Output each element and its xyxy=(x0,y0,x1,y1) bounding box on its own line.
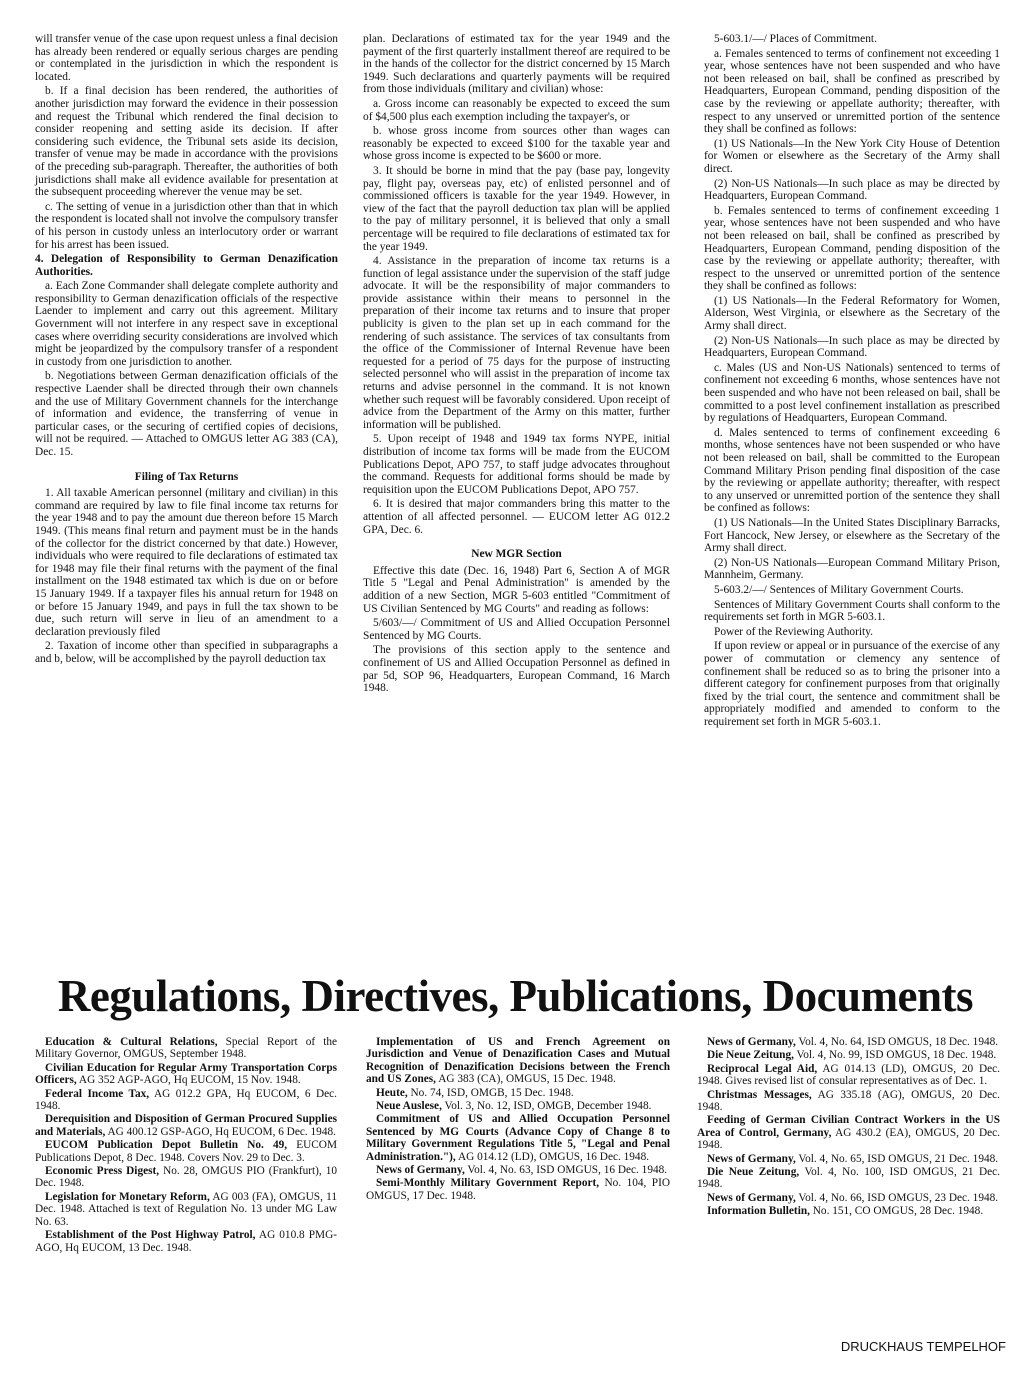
paragraph: d. Males sentenced to terms of confinement exceeding 6 months, whose sentences have not been suspended or who have not been released on bail, shall be committed to the European Command Military Prison pending final disposition of the case by the reviewing or appellate authority; thereafter, with respect to any unserved or unremitted portion of the sentence they shall be confined as follows: xyxy=(704,426,1000,515)
publication-details: Special Report of the Military Governor, OMGUS, September 1948. xyxy=(35,1036,337,1061)
section-banner-heading: Regulations, Directives, Publications, Documents xyxy=(57,971,974,1021)
publication-details: AG 014.13 (LD), OMGUS, 20 Dec. 1948. Gives revised list of consular representatives as of Dec. 1. xyxy=(697,1062,1001,1088)
paragraph: 1. All taxable American personnel (military and civilian) in this command are required by law to file final income tax returns for the year 1948 and to pay the amount due thereon before 15 March 1949. (This means final return and payment must be in the hands of the collector for the district concerned by that date.) However, individuals who were required to file declarations of estimated tax for 1948 may file their final returns with the payment of the final installment on the 1948 estimated tax which is due on or before 15 January 1949. If a taxpayer files his annual return for 1948 on or before 15 January 1949, and pays in full the tax shown to be due, such return will serve in lieu of an amendment to a declaration previously filed xyxy=(35,487,338,638)
publication-details: AG 352 AGP-AGO, Hq EUCOM, 15 Nov. 1948. xyxy=(76,1074,301,1087)
publication-title: News of Germany, xyxy=(707,1152,796,1165)
publication-title: Reciprocal Legal Aid, xyxy=(707,1062,818,1075)
publication-entry xyxy=(35,1062,337,1087)
publications-list-column-1 xyxy=(35,1036,337,1255)
publication-details: No. 151, CO OMGUS, 28 Dec. 1948. xyxy=(809,1205,984,1218)
publication-title: News of Germany, xyxy=(376,1164,465,1177)
publication-title: Heute, xyxy=(376,1086,408,1099)
publication-title: Information Bulletin, xyxy=(707,1205,810,1218)
publication-entry xyxy=(35,1229,337,1254)
publication-entry xyxy=(697,1166,1000,1191)
publication-title: Die Neue Zeitung, xyxy=(707,1166,800,1179)
publication-entry xyxy=(697,1114,1000,1151)
publication-entry xyxy=(697,1192,1000,1204)
paragraph: b. whose gross income from sources other than wages can reasonably be expected to exceed $100 for the taxable year and whose gross income is expected to be $600 or more. xyxy=(363,125,670,163)
publication-details: Vol. 4, No. 99, ISD OMGUS, 18 Dec. 1948. xyxy=(793,1049,997,1062)
publication-title: Implementation of US and French Agreement on Jurisdiction and Venue of Denazification Cases and Mutual Recognition of Denazification Decisions between the French and US Zones, xyxy=(366,1036,670,1086)
section-heading: Filing of Tax Returns xyxy=(134,470,239,483)
publication-details: No. 28, OMGUS PIO (Frankfurt), 10 Dec. 1948. xyxy=(35,1165,337,1190)
publication-title: Christmas Messages, xyxy=(707,1088,812,1101)
paragraph: 5. Upon receipt of 1948 and 1949 tax forms NYPE, initial distribution of income tax forms will be made from the EUCOM Publications Depot, APO 757, to staff judge advocates throughout the command. Requests for additional forms should be made by requisition upon the EUCOM Publications Depot, APO 757. xyxy=(363,433,670,496)
publication-title: Commitment of US and Allied Occupation Personnel Sentenced by MG Courts (Advance Copy of Change 8 to Military Government Regulations Title 5, "Legal and Penal Administration."), xyxy=(366,1113,670,1163)
paragraph: If upon review or appeal or in pursuance of the exercise of any power of commutation or clemency any sentence of confinement shall be reduced so as to bring the prisoner into a different category for confinement purposes from that originally fixed by the trial court, the sentence and commitment shall be appropriately modified and amended to conform to the requirement set forth in MGR 5-603.1. xyxy=(704,640,1000,728)
publication-entry xyxy=(35,1088,337,1113)
paragraph: (1) US Nationals—In the New York City House of Detention for Women or elsewhere as the Secretary of the Army shall direct. xyxy=(704,137,1000,175)
publication-entry xyxy=(366,1177,670,1202)
printer-credit: DRUCKHAUS TEMPELHOF xyxy=(840,1339,1006,1354)
publication-title: Establishment of the Post Highway Patrol, xyxy=(45,1229,256,1242)
paragraph: a. Gross income can reasonably be expected to exceed the sum of $4,500 plus each exemption including the taxpayer's, or xyxy=(363,97,670,123)
paragraph: 4. Assistance in the preparation of income tax returns is a function of legal assistance under the supervision of the staff judge advocate. It will be the responsibility of major commanders to provide assistance within their means to personnel in the preparation of their income tax returns and to insure that proper publicity is given to the plan set up in each command for the rendering of such assistance. The services of tax consultants from the office of the Commissioner of Internal Revenue have been requested for a period of 75 days for the purpose of instructing selected personnel who will assist in the preparation of income tax returns and advise personnel in the command. It is not known whether such request will be favorably considered. Upon receipt of advice from the Department of the Army on this matter, further information will be published. xyxy=(363,255,670,431)
paragraph: 3. It should be borne in mind that the pay (base pay, longevity pay, flight pay, overseas pay, etc) of enlisted personnel and of commissioned officers is taxable for the year 1949. However, in view of the fact that the payroll deduction tax plan will be applied to the pay of military personnel, it is believed that only a small percentage will be required to file declarations of estimated tax for the year 1949. xyxy=(363,164,670,253)
publication-details: AG 383 (CA), OMGUS, 15 Dec. 1948. xyxy=(436,1073,616,1086)
publication-details: AG 010.8 PMG-AGO, Hq EUCOM, 13 Dec. 1948. xyxy=(35,1229,337,1254)
publication-entry xyxy=(35,1113,337,1138)
paragraph: 5-603.1/—/ Places of Commitment. xyxy=(714,33,877,45)
publication-details: Vol. 4, No. 65, ISD OMGUS, 21 Dec. 1948. xyxy=(795,1152,999,1165)
publication-entry xyxy=(35,1139,337,1164)
publication-entry xyxy=(697,1153,1000,1165)
paragraph: b. Females sentenced to terms of confinement exceeding 1 year, whose sentences have not been suspended and who have not been released on bail, shall be confined as prescribed by Headquarters, European Command, pending disposition of the case by the reviewing or appellate authority; thereafter, with respect to the unserved or unremitted portion of the sentence they shall be confined as follows: xyxy=(704,204,1000,293)
publication-details: Vol. 4, No. 63, ISD OMGUS, 16 Dec. 1948. xyxy=(464,1164,668,1177)
paragraph: (2) Non-US Nationals—In such place as may be directed by Headquarters, European Command. xyxy=(704,334,1000,360)
publication-details: Vol. 4, No. 64, ISD OMGUS, 18 Dec. 1948. xyxy=(795,1036,999,1048)
publications-list-column-3 xyxy=(697,1036,1000,1219)
text-column-1 xyxy=(35,33,338,668)
publication-entry xyxy=(366,1100,670,1112)
paragraph: will transfer venue of the case upon request unless a final decision has already been rendered or equally serious charges are pending or contemplated in the jurisdiction in which the respondent is located. xyxy=(35,33,338,83)
publication-title: Feeding of German Civilian Contract Workers in the US Area of Control, Germany, xyxy=(697,1114,1000,1139)
publication-entry xyxy=(697,1049,1000,1061)
paragraph: (2) Non-US Nationals—European Command Military Prison, Mannheim, Germany. xyxy=(704,556,1000,582)
paragraph: c. Males (US and Non-US Nationals) sentenced to terms of confinement not exceeding 6 months, whose sentences have not been suspended and who have not been released on bail, shall be committed to a post level confinement installation as prescribed by regulations of Headquarters, European Command. xyxy=(704,361,1000,425)
paragraph: The provisions of this section apply to the sentence and confinement of US and Allied Occupation Personnel as defined in par 5d, SOP 96, Headquarters, European Command, 16 March 1948. xyxy=(363,644,670,695)
publication-details: No. 74, ISD, OMGB, 15 Dec. 1948. xyxy=(407,1086,574,1099)
publication-title: Legislation for Monetary Reform, xyxy=(45,1190,210,1203)
paragraph-heading: 4. Delegation of Responsibility to German Denazification Authorities. xyxy=(35,253,338,278)
publication-entry xyxy=(697,1205,1000,1217)
paragraph: 5-603.2/—/ Sentences of Military Government Courts. xyxy=(714,583,964,596)
publication-entry xyxy=(35,1191,337,1228)
paragraph: a. Each Zone Commander shall delegate complete authority and responsibility to German denazification officials of the respective Laender to implement and carry out this agreement. Military Government will not interfere in any respect save in exceptional cases where overriding security considerations are involved which might be jeopardized by the compulsory transfer of a respondent in custody from one jurisdiction to another. xyxy=(35,280,338,368)
publication-entry xyxy=(366,1113,670,1163)
paragraph: plan. Declarations of estimated tax for the year 1949 and the payment of the first quarterly installment thereof are required to be in the hands of the collector for the district concerned by 15 March 1949. Such declarations and quarterly payments will be required from those individuals (military and civilian) whose: xyxy=(363,33,670,96)
paragraph: (1) US Nationals—In the Federal Reformatory for Women, Alderson, West Virginia, or elsewhere as the Secretary of the Army shall direct. xyxy=(704,294,1000,333)
publication-details: AG 003 (FA), OMGUS, 11 Dec. 1948. Attached is text of Regulation No. 13 under MG Law No. 63. xyxy=(35,1190,337,1228)
publication-entry xyxy=(697,1089,1000,1114)
paragraph: 2. Taxation of income other than specified in subparagraphs a and b, below, will be accomplished by the payroll deduction tax xyxy=(35,640,338,665)
publication-details: EUCOM Publications Depot, 8 Dec. 1948. Covers Nov. 29 to Dec. 3. xyxy=(35,1139,337,1164)
publication-title: News of Germany, xyxy=(707,1191,796,1204)
publication-details: AG 400.12 GSP-AGO, Hq EUCOM, 6 Dec. 1948. xyxy=(105,1125,336,1138)
publication-details: AG 012.2 GPA, Hq EUCOM, 6 Dec. 1948. xyxy=(35,1087,338,1113)
paragraph: 6. It is desired that major commanders bring this matter to the attention of all affected personnel. — EUCOM letter AG 012.2 GPA, Dec. 6. xyxy=(363,498,670,536)
publication-details: AG 430.2 (EA), OMGUS, 20 Dec. 1948. xyxy=(697,1126,1001,1152)
publication-details: No. 104, PIO OMGUS, 17 Dec. 1948. xyxy=(366,1177,670,1202)
publication-details: AG 014.12 (LD), OMGUS, 16 Dec. 1948. xyxy=(455,1150,650,1163)
publication-entry xyxy=(35,1165,337,1190)
text-column-3 xyxy=(704,33,1000,730)
paragraph: Power of the Reviewing Authority. xyxy=(714,625,874,638)
publication-title: Civilian Education for Regular Army Transportation Corps Officers, xyxy=(35,1061,337,1087)
publication-title: Federal Income Tax, xyxy=(45,1087,150,1100)
publication-title: Economic Press Digest, xyxy=(45,1165,160,1178)
paragraph: (2) Non-US Nationals—In such place as may be directed by Headquarters, European Command. xyxy=(704,177,1000,203)
publication-details: Vol. 4, No. 100, ISD OMGUS, 21 Dec. 1948. xyxy=(697,1166,1001,1191)
paragraph: (1) US Nationals—In the United States Disciplinary Barracks, Fort Hancock, New Jersey, or elsewhere as the Secretary of the Army shall direct. xyxy=(704,516,1000,555)
publication-title: Derequisition and Disposition of German Procured Supplies and Materials, xyxy=(35,1113,337,1138)
publication-title: Semi-Monthly Military Government Report, xyxy=(376,1177,600,1190)
publication-entry xyxy=(697,1036,1000,1048)
publication-details: AG 335.18 (AG), OMGUS, 20 Dec. 1948. xyxy=(697,1088,1000,1114)
paragraph: b. If a final decision has been rendered, the authorities of another jurisdiction may forward the evidence in their possession and request the Tribunal which rendered the final decision to consider reopening and setting aside its decision. If after considering such evidence, the Tribunal sets aside its decision, transfer of venue may be made in accordance with the provisions of the preceding sub-paragraph. Thereafter, the authorities of both jurisdictions shall make all evidence available for presentation at the subsequent proceeding wherever the venue may be set. xyxy=(35,85,338,199)
publication-entry xyxy=(366,1164,670,1176)
text-column-2 xyxy=(363,33,670,697)
publication-title: Education & Cultural Relations, xyxy=(45,1036,218,1048)
publication-entry xyxy=(697,1063,1000,1088)
paragraph: Effective this date (Dec. 16, 1948) Part 6, Section A of MGR Title 5 "Legal and Penal Administration" is amended by the addition of a new Section, MGR 5-603 entitled "Commitment of US Civilian Sentenced by MG Courts" and reading as follows: xyxy=(363,564,670,615)
publication-entry xyxy=(366,1087,670,1099)
publications-list-column-2 xyxy=(366,1036,670,1203)
publication-entry xyxy=(366,1036,670,1086)
paragraph: 5/603/—/ Commitment of US and Allied Occupation Personnel Sentenced by MG Courts. xyxy=(363,617,670,642)
publication-title: News of Germany, xyxy=(707,1036,796,1048)
publication-details: Vol. 3, No. 12, ISD, OMGB, December 1948. xyxy=(441,1100,652,1113)
publication-title: Die Neue Zeitung, xyxy=(707,1049,794,1062)
publication-title: EUCOM Publication Depot Bulletin No. 49, xyxy=(45,1139,288,1152)
paragraph: b. Negotiations between German denazification officials of the respective Laender shall be directed through their own channels and the use of Military Government channels for the interchange of information and evidence, the transferring of venue in particular cases, or the securing of certified copies of decisions, will not be required. — Attached to OMGUS letter AG 383 (CA), Dec. 15. xyxy=(35,370,338,458)
section-heading: New MGR Section xyxy=(471,548,562,561)
publication-entry xyxy=(35,1036,337,1061)
publication-details: Vol. 4, No. 66, ISD OMGUS, 23 Dec. 1948. xyxy=(795,1191,999,1204)
publication-title: Neue Auslese, xyxy=(376,1100,442,1113)
paragraph: c. The setting of venue in a jurisdiction other than that in which the respondent is located shall not involve the compulsory transfer of his person in custody unless an interlocutory order or warrant for his arrest has been issued. xyxy=(35,200,338,251)
paragraph: a. Females sentenced to terms of confinement not exceeding 1 year, whose sentences have not been suspended and who have not been released on bail, shall be confined as prescribed by Headquarters, European Command, pending disposition of the case by the reviewing or appellate authority; thereafter, with respect to any unserved or unremitted portion of the sentence they shall be confined as follows: xyxy=(704,47,1000,136)
paragraph: Sentences of Military Government Courts shall conform to the requirements set forth in MGR 5-603.1. xyxy=(704,598,1000,624)
